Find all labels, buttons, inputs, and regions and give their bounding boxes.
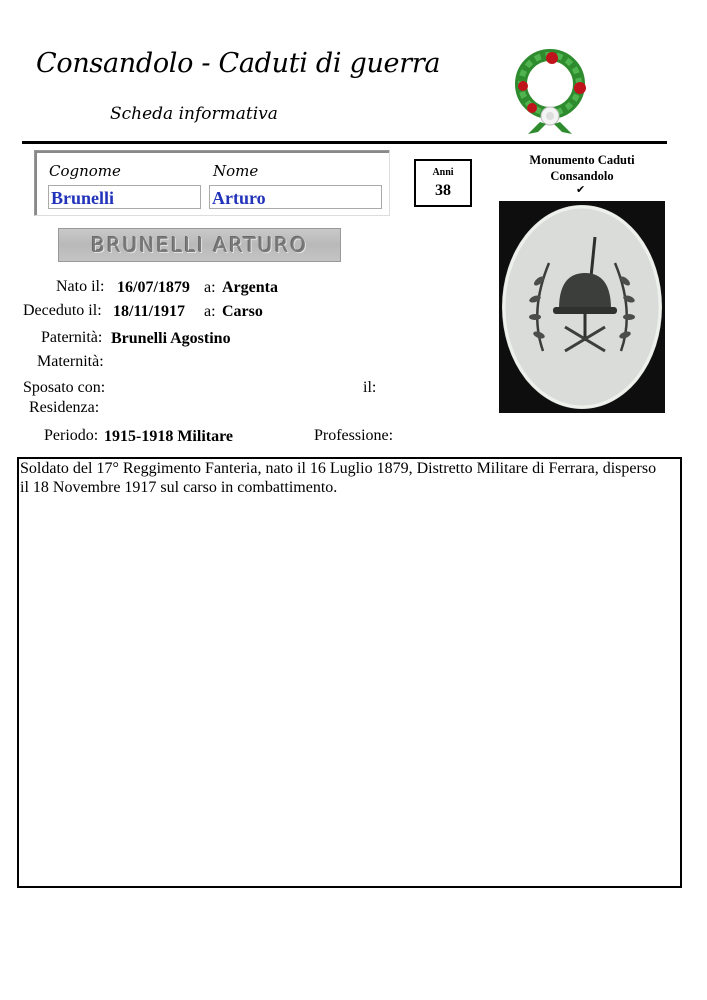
- page-title: Consandolo - Caduti di guerra: [36, 48, 441, 79]
- died-date: 18/11/1917: [113, 303, 186, 320]
- father-value: Brunelli Agostino: [111, 330, 231, 347]
- period-value: 1915-1918 Militare: [104, 428, 234, 445]
- surname-field[interactable]: Brunelli: [48, 185, 201, 209]
- died-label: Deceduto il:: [23, 302, 102, 319]
- born-date: 16/07/1879: [117, 279, 190, 296]
- age-label: Anni: [432, 167, 454, 178]
- header-divider: [22, 141, 667, 144]
- notes-text: Soldato del 17° Reggimento Fanteria, nato il 16 Luglio 1879, Distretto Militare di Ferrara, disperso il 18 Novembre 1917 sul carso in combattimento.: [20, 460, 657, 496]
- born-place: Argenta: [222, 279, 278, 296]
- born-place-label: a:: [204, 279, 216, 296]
- first-name-field[interactable]: Arturo: [209, 185, 382, 209]
- mother-label: Maternità:: [37, 353, 104, 370]
- period-label: Periodo:: [44, 427, 99, 444]
- name-panel: [34, 150, 390, 216]
- monument-label: Monumento Caduti Consandolo: [529, 153, 635, 183]
- age-value: 38: [435, 182, 451, 199]
- age-box: [414, 159, 472, 207]
- monument-photo: [499, 201, 665, 413]
- page-subtitle: Scheda informativa: [110, 104, 278, 124]
- monument-checkbox[interactable]: ✔: [576, 183, 586, 196]
- surname-label: Cognome: [49, 162, 121, 180]
- medallion-image: [499, 201, 665, 413]
- died-place: Carso: [222, 303, 263, 320]
- residence-label: Residenza:: [29, 399, 100, 416]
- died-place-label: a:: [204, 303, 216, 320]
- notes-box: [17, 457, 682, 888]
- born-label: Nato il:: [56, 278, 105, 295]
- nameplate-engraving: BRUNELLI ARTURO: [58, 228, 341, 262]
- father-label: Paternità:: [41, 329, 103, 346]
- profession-label: Professione:: [314, 427, 394, 444]
- first-name-label: Nome: [213, 162, 259, 180]
- married-label: Sposato con:: [23, 379, 106, 396]
- married-date-label: il:: [363, 379, 377, 396]
- wreath-emblem-icon: [508, 42, 592, 136]
